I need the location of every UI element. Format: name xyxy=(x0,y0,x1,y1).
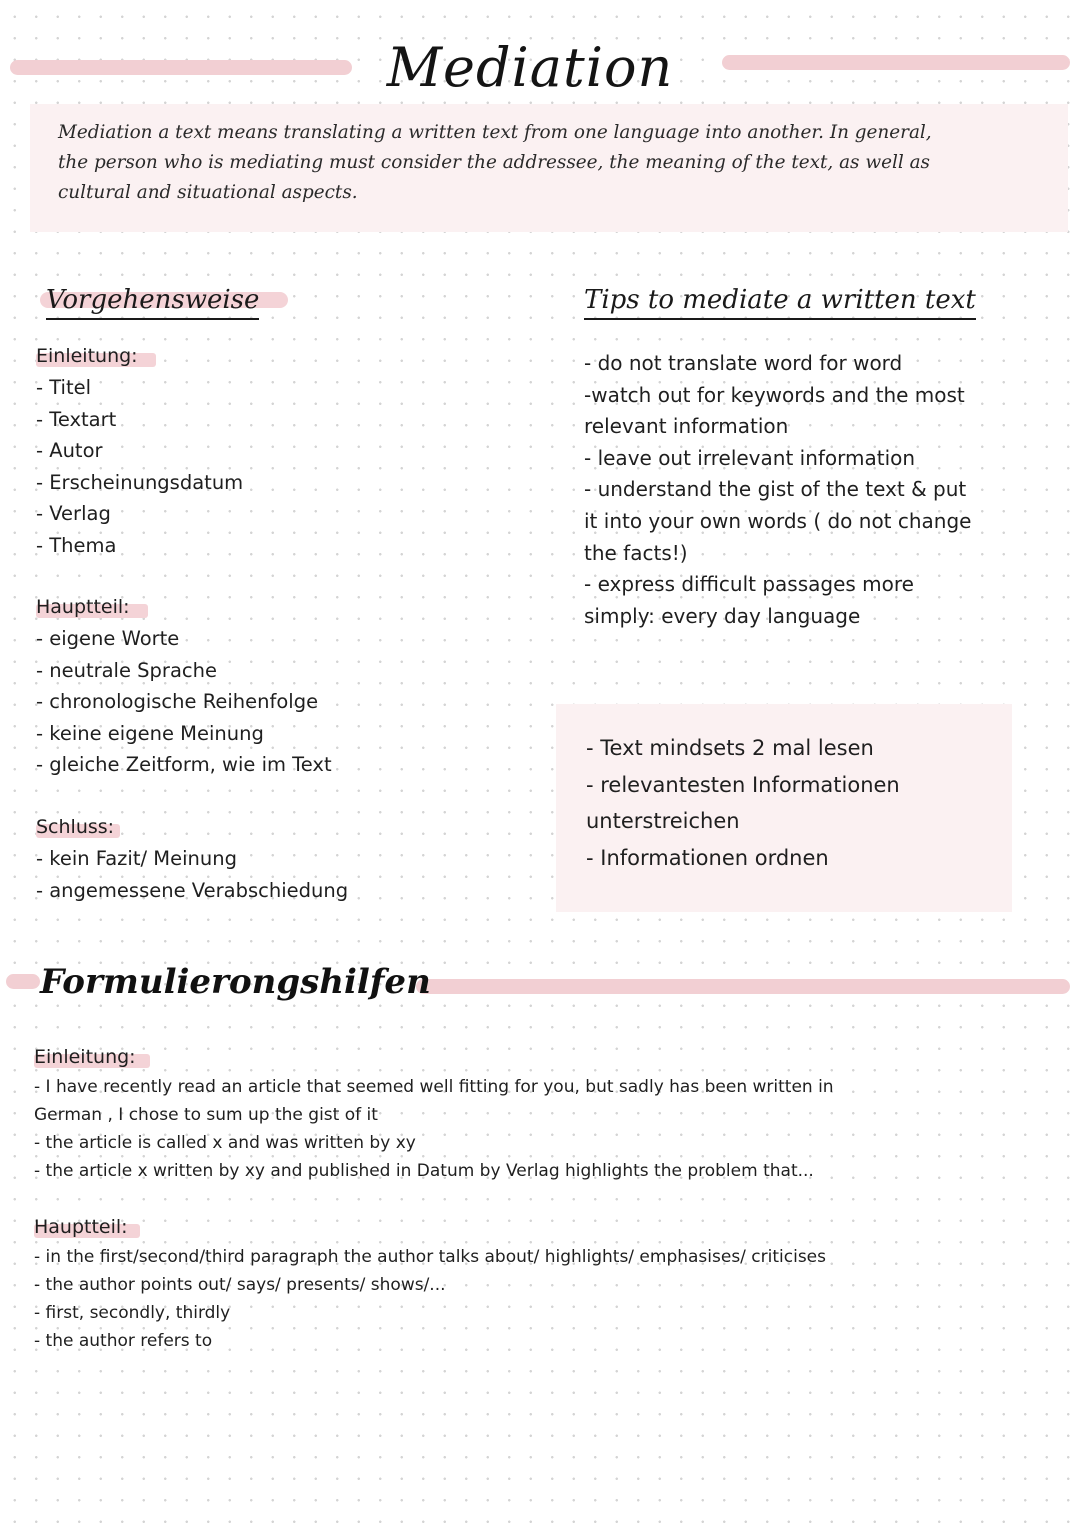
step-line: - relevantesten Informationen xyxy=(586,772,900,797)
tip-line: -watch out for keywords and the most xyxy=(584,382,965,407)
vorgehensweise-heading: Vorgehensweise xyxy=(46,283,259,320)
step-line: - Text mindsets 2 mal lesen xyxy=(586,736,874,760)
tip-line: - do not translate word for word xyxy=(584,351,903,375)
formulierung-heading: Formulierongshilfen xyxy=(40,962,431,1002)
tip-line: - express difficult passages more xyxy=(584,572,914,597)
phrase-line: German , I chose to sum up the gist of it xyxy=(34,1105,378,1125)
list-item: - kein Fazit/ Meinung xyxy=(36,847,237,870)
list-item: - gleiche Zeitform, wie im Text xyxy=(36,753,332,777)
schluss-label: Schluss: xyxy=(36,816,115,838)
steps-list xyxy=(586,730,900,876)
tips-heading: Tips to mediate a written text xyxy=(584,283,976,320)
hauptteil-list xyxy=(36,623,332,781)
tips-list xyxy=(584,348,971,632)
list-item: - chronologische Reihenfolge xyxy=(36,690,319,714)
formulierung-bar-right xyxy=(416,979,1070,994)
list-item: - Titel xyxy=(36,376,92,399)
list-item: - Thema xyxy=(36,533,117,557)
step-line: unterstreichen xyxy=(586,809,740,833)
formulierung-einleitung-list xyxy=(34,1073,834,1185)
list-item: - Autor xyxy=(36,439,103,463)
page-title: Mediation xyxy=(386,36,674,99)
hauptteil-label: Hauptteil: xyxy=(36,596,130,618)
list-item: - neutrale Sprache xyxy=(36,658,217,682)
phrase-line: - the article is called x and was written by xy xyxy=(34,1133,416,1153)
tip-line: it into your own words ( do not change xyxy=(584,508,972,533)
formulierung-einleitung-label: Einleitung: xyxy=(34,1046,136,1068)
list-item: - Verlag xyxy=(36,502,111,526)
list-item: - Erscheinungsdatum xyxy=(36,470,244,494)
tip-line: - leave out irrelevant information xyxy=(584,445,916,470)
phrase-line: - in the first/second/third paragraph the author talks about/ highlights/ emphasises/ criticises xyxy=(34,1247,827,1267)
tip-line: relevant information xyxy=(584,414,789,439)
formulierung-bar-left xyxy=(6,974,40,989)
phrase-line: - first, secondly, thirdly xyxy=(34,1303,231,1323)
intro-line: cultural and situational aspects. xyxy=(58,182,358,203)
title-bar-right xyxy=(722,55,1070,70)
phrase-line: - the author points out/ says/ presents/ shows/... xyxy=(34,1275,446,1295)
formulierung-hauptteil-list xyxy=(34,1243,826,1355)
list-item: - angemessene Verabschiedung xyxy=(36,878,349,902)
list-item: - eigene Worte xyxy=(36,627,180,650)
formulierung-hauptteil-label: Hauptteil: xyxy=(34,1216,128,1238)
einleitung-list xyxy=(36,372,243,562)
tip-line: - understand the gist of the text & put xyxy=(584,477,967,502)
list-item: - keine eigene Meinung xyxy=(36,721,264,745)
tip-line: the facts!) xyxy=(584,540,688,565)
einleitung-label: Einleitung: xyxy=(36,345,138,367)
intro-line: Mediation a text means translating a written text from one language into another. In general, xyxy=(58,122,932,143)
step-line: - Informationen ordnen xyxy=(586,845,829,870)
phrase-line: - I have recently read an article that seemed well fitting for you, but sadly has been written in xyxy=(34,1077,834,1097)
phrase-line: - the article x written by xy and published in Datum by Verlag highlights the problem that... xyxy=(34,1161,814,1181)
list-item: - Textart xyxy=(36,407,117,431)
intro-line: the person who is mediating must consider the addressee, the meaning of the text, as well as xyxy=(58,152,930,173)
schluss-list xyxy=(36,843,348,906)
tip-line: simply: every day language xyxy=(584,603,861,628)
phrase-line: - the author refers to xyxy=(34,1331,213,1351)
intro-text xyxy=(58,118,1048,208)
